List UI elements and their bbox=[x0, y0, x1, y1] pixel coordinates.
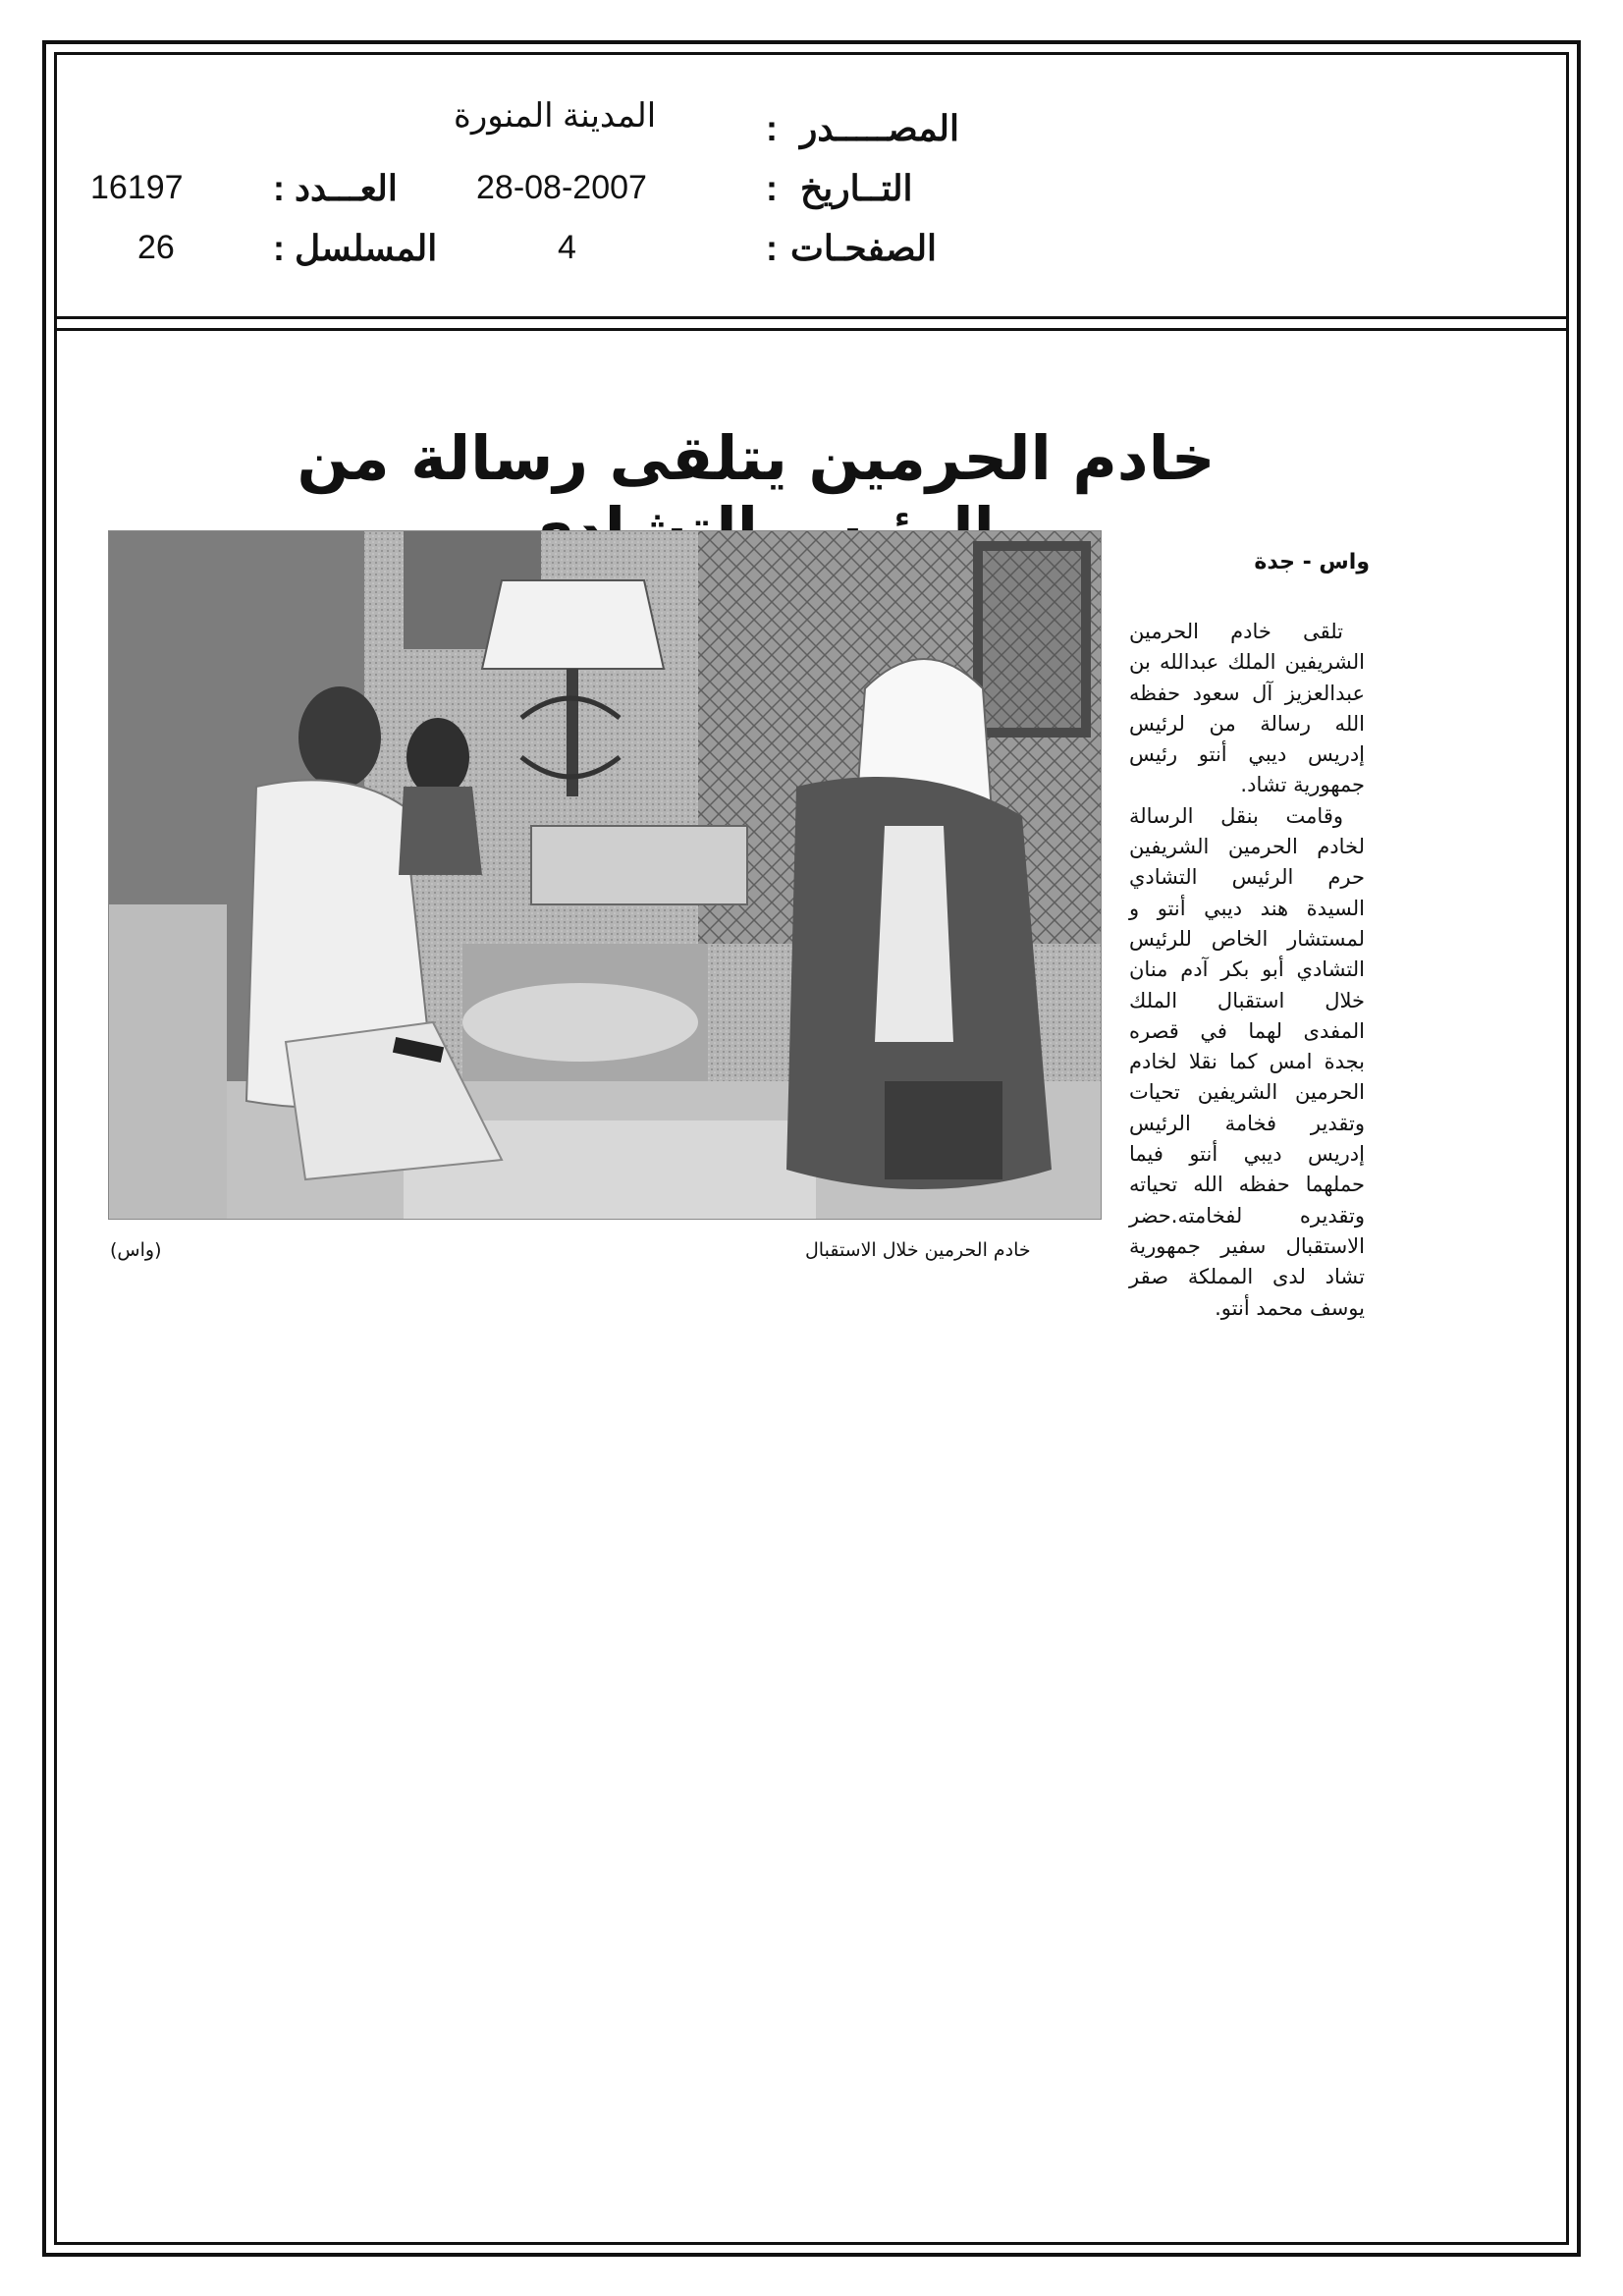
source-colon: : bbox=[766, 108, 778, 148]
serial-colon: : bbox=[273, 228, 285, 268]
news-photo bbox=[108, 530, 1102, 1220]
pages-value: 4 bbox=[558, 229, 576, 266]
pages-label: الصفحـات bbox=[790, 228, 938, 268]
header-divider-double bbox=[54, 328, 1569, 331]
article-body bbox=[1129, 617, 1365, 1324]
source-value: المدينة المنورة bbox=[454, 97, 657, 135]
date-value: 28-08-2007 bbox=[476, 169, 647, 206]
photo-caption: خادم الحرمين خلال الاستقبال bbox=[805, 1239, 1031, 1261]
date-colon: : bbox=[766, 168, 778, 208]
pages-colon: : bbox=[766, 228, 778, 268]
article-headline: خادم الحرمين يتلقى رسالة من bbox=[297, 422, 1216, 494]
issue-label: العـــدد bbox=[295, 168, 398, 208]
photo-credit: (واس) bbox=[110, 1239, 162, 1261]
date-label: التــاريخ bbox=[800, 168, 913, 208]
article-byline: واس - جدة bbox=[1254, 550, 1370, 574]
issue-colon: : bbox=[273, 168, 285, 208]
source-label: المصـــــدر bbox=[800, 108, 960, 148]
photo-illustration bbox=[109, 531, 1101, 1219]
article-paragraph: وقامت بنقل الرسالة لخادم الحرمين الشريفين حرم الرئيس التشادي السيدة هند ديبي أنتو و لمستشار الخاص للرئيس التشادي أبو بكر آدم منان خلال استقبال الملك المفدى لهما في قصره بجدة امس كما نقلا لخادم الحرمين الشريفين تحيات وتقدير فخامة الرئيس إدريس ديبي أنتو فيما حملهما حفظه الله تحياته وتقديره لفخامته.حضر الاستقبال سفير جمهورية تشاد لدى المملكة صقر يوسف محمد أنتو. bbox=[1129, 803, 1365, 1320]
issue-value: 16197 bbox=[90, 169, 184, 206]
article-paragraph: تلقى خادم الحرمين الشريفين الملك عبدالله بن عبدالعزيز آل سعود حفظه الله رسالة من لرئيس إدريس ديبي أنتو رئيس جمهورية تشاد. bbox=[1129, 620, 1365, 797]
serial-value: 26 bbox=[137, 229, 175, 266]
serial-label: المسلسل bbox=[295, 228, 438, 268]
header-divider bbox=[54, 316, 1569, 319]
